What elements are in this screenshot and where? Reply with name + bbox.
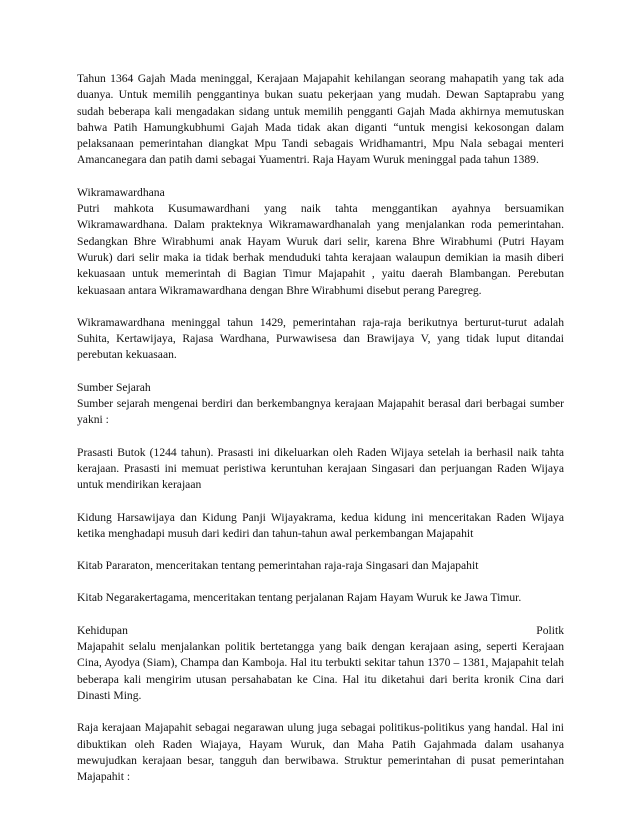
paragraph-succession: Wikramawardhana meninggal tahun 1429, pemerintahan raja-raja berikutnya berturut-turut adalah Suhita, Kertawijaya, Rajasa Wardhana, Purwawisesa dan Brawijaya V, yang tidak luput ditandai perebutan kekuasaan.: [77, 315, 564, 362]
heading-kehidupan-left: Kehidupan: [77, 623, 128, 637]
heading-sumber-sejarah: Sumber Sejarah: [77, 380, 151, 394]
document-page: [77, 71, 564, 801]
paragraph-wikramawardhana-reign: Putri mahkota Kusumawardhani yang naik tahta menggantikan ayahnya bersuamikan Wikramawardhana. Dalam prakteknya Wikramawardhanalah yang menjalankan roda pemerintahan. Sedangkan Bhre Wirabhumi anak Hayam Wuruk dari selir, karena Bhre Wirabhumi (Putri Hayam Wuruk) dari selir maka ia tidak berhak menduduki tahta kerajaan walaupun demikian ia masih diberi kekuasaan untuk memerintah di Bagian Timur Majapahit , yaitu daerah Blambangan. Perebutan kekuasaan antara Wikramawardhana dengan Bhre Wirabhumi disebut perang Paregreg.: [77, 202, 564, 297]
heading-kehidupan-politik: [77, 623, 564, 639]
heading-wikramawardhana: Wikramawardhana: [77, 185, 165, 199]
paragraph-kidung: Kidung Harsawijaya dan Kidung Panji Wijayakrama, kedua kidung ini menceritakan Raden Wijaya ketika menghadapi musuh dari kediri dan tahun-tahun awal perkembangan Majapahit: [77, 510, 564, 540]
paragraph-prasasti-butok: Prasasti Butok (1244 tahun). Prasasti ini dikeluarkan oleh Raden Wijaya setelah ia berhasil naik tahta kerajaan. Prasasti ini memuat peristiwa keruntuhan kerajaan Singasari dan perjuangan Raden Wijaya untuk mendirikan kerajaan: [77, 445, 564, 492]
paragraph-negarakertagama: Kitab Negarakertagama, menceritakan tentang perjalanan Rajam Hayam Wuruk ke Jawa Timur.: [77, 591, 522, 605]
paragraph-pararaton: Kitab Pararaton, menceritakan tentang pemerintahan raja-raja Singasari dan Majapahit: [77, 559, 479, 573]
paragraph-gajah-mada-death: Tahun 1364 Gajah Mada meninggal, Kerajaan Majapahit kehilangan seorang mahapatih yang tak ada duanya. Untuk memilih penggantinya bukan suatu pekerjaan yang mudah. Dewan Saptaprabu yang sudah beberapa kali mengadakan sidang untuk memilih pengganti Gajah Mada akhirnya memutuskan bahwa Patih Hamungkubhumi Gajah Mada tidak akan diganti “untuk mengisi kekosongan dalam pelaksanaan pemerintahan diangkat Mpu Tandi sebagais Wridhamantri, Mpu Nala sebagai menteri Amancanegara dan patih dami sebagai Yuamentri. Raja Hayam Wuruk meninggal pada tahun 1389.: [77, 72, 564, 167]
paragraph-foreign-policy: Majapahit selalu menjalankan politik bertetangga yang baik dengan kerajaan asing, seperti Kerajaan Cina, Ayodya (Siam), Champa dan Kamboja. Hal itu terbukti sekitar tahun 1370 – 1381, Majapahit telah beberapa kali mengirim utusan persahabatan ke Cina. Hal itu diketahui dari berita kronik Cina dari Dinasti Ming.: [77, 640, 564, 702]
paragraph-statesmen: Raja kerajaan Majapahit sebagai negarawan ulung juga sebagai politikus-politikus yang handal. Hal ini dibuktikan oleh Raden Wiajaya, Hayam Wuruk, dan Maha Patih Gajahmada dalam usahanya mewujudkan kerajaan besar, tangguh dan berwibawa. Struktur pemerintahan di pusat pemerintahan Majapahit :: [77, 721, 564, 784]
heading-kehidupan-right: Politk: [536, 623, 564, 637]
paragraph-sumber-intro: Sumber sejarah mengenai berdiri dan berkembangnya kerajaan Majapahit berasal dari berbagai sumber yakni :: [77, 397, 564, 427]
